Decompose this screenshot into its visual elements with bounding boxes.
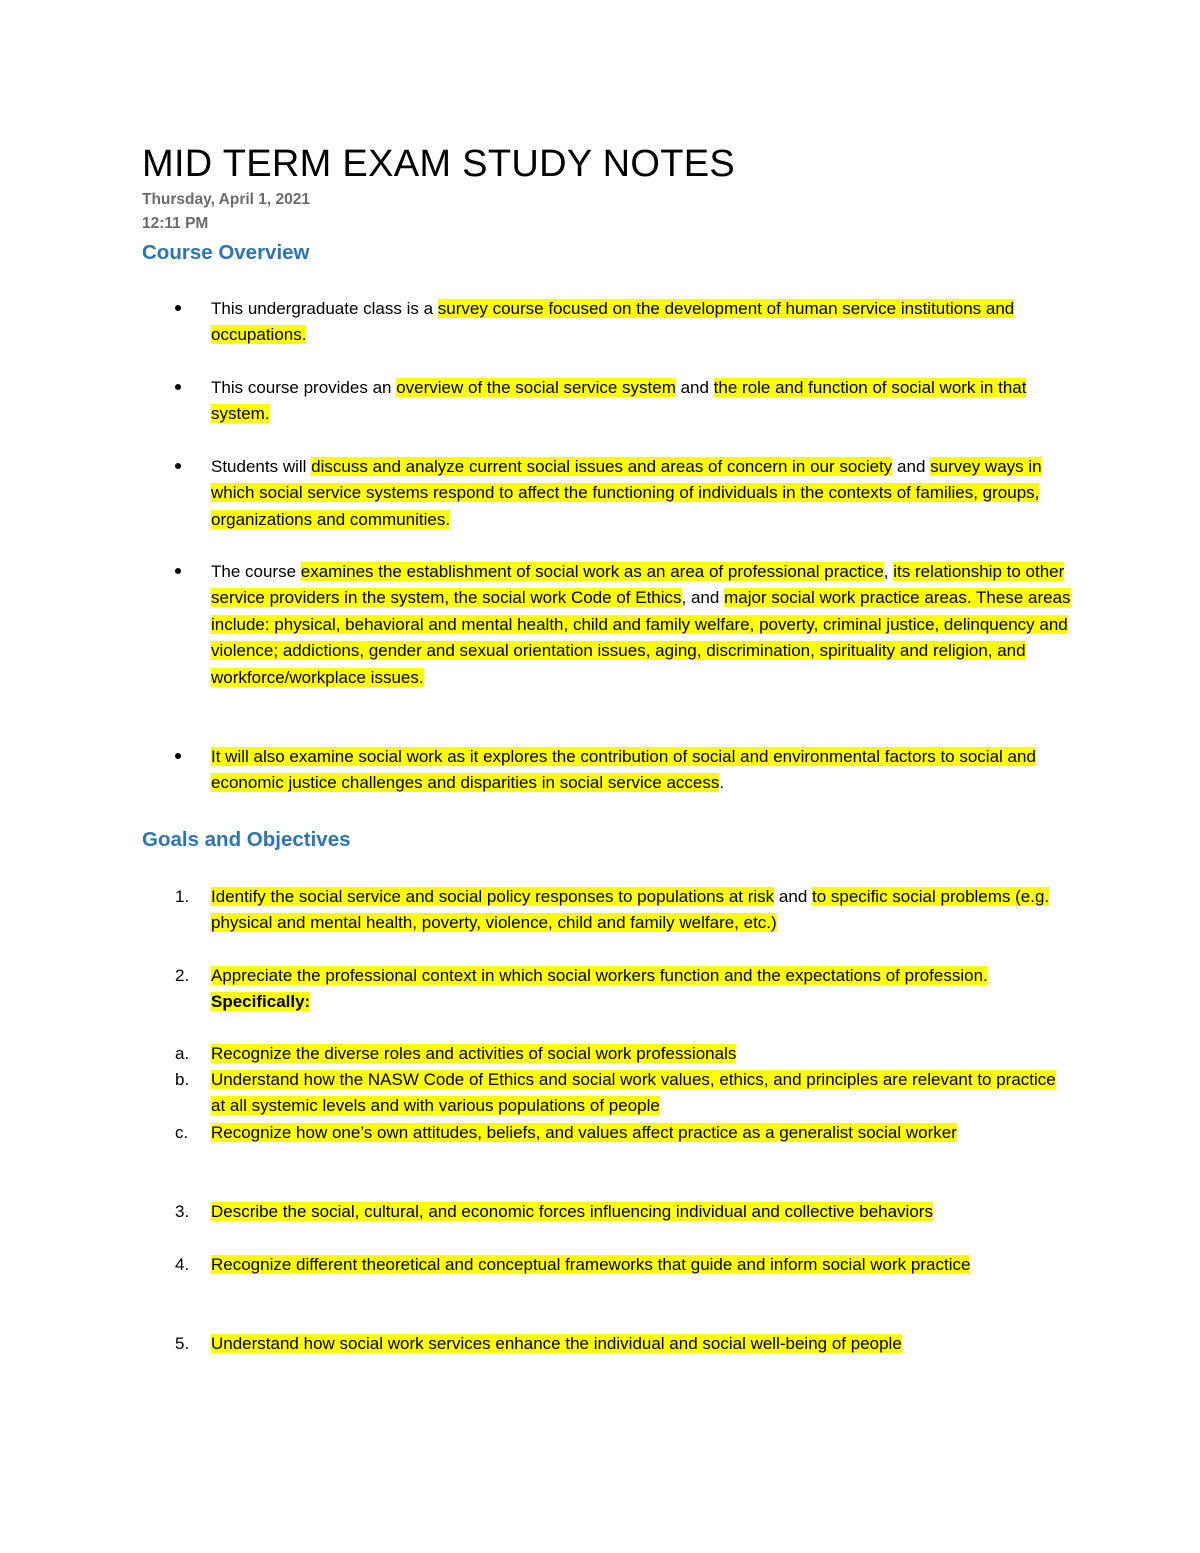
- highlighted-text: examines the establishment of social work as an area of professional practice: [300, 562, 884, 581]
- highlighted-text: its relationship to other service providers in the system, the social work Code of Ethics: [211, 562, 1065, 608]
- overview-bullet-3: [0, 454, 1071, 533]
- goal-item-2: [0, 963, 1071, 1016]
- list-marker: c.: [175, 1123, 189, 1142]
- note-time: 12:11 PM: [142, 215, 209, 232]
- bullet-dot-icon: [175, 568, 181, 574]
- bullet-dot-icon: [175, 753, 181, 759]
- body-text: and: [892, 457, 931, 476]
- highlighted-text: Specifically:: [211, 992, 311, 1012]
- overview-bullet-2: [0, 375, 1071, 428]
- body-text: and: [774, 887, 812, 906]
- body-text: This course provides an: [211, 378, 397, 397]
- overview-bullet-1: [0, 296, 1071, 349]
- highlighted-text: overview of the social service system: [396, 378, 676, 397]
- bullet-dot-icon: [175, 384, 181, 390]
- body-text: This undergraduate class is a: [211, 299, 438, 318]
- highlighted-text: Recognize how one’s own attitudes, beliefs, and values affect practice as a generalist social worker: [211, 1123, 957, 1142]
- overview-bullet-4: [0, 559, 1071, 691]
- goals-objectives-heading: Goals and Objectives: [142, 828, 351, 851]
- highlighted-text: Describe the social, cultural, and economic forces influencing individual and collective behaviors: [211, 1202, 933, 1221]
- list-marker: b.: [175, 1070, 190, 1089]
- highlighted-text: discuss and analyze current social issues and areas of concern in our society: [311, 457, 893, 476]
- body-text: Students will: [211, 457, 312, 476]
- highlighted-text: Identify the social service and social policy responses to populations at risk: [211, 887, 775, 906]
- list-marker: 4.: [175, 1255, 190, 1274]
- page-title: MID TERM EXAM STUDY NOTES: [142, 143, 736, 185]
- highlighted-text: Appreciate the professional context in which social workers function and the expectations of profession.: [211, 966, 988, 985]
- list-marker: 2.: [175, 966, 190, 985]
- highlighted-text: the role and function of social work in that system.: [211, 378, 1027, 424]
- bullet-dot-icon: [175, 463, 181, 469]
- overview-bullet-5: [0, 744, 1071, 797]
- body-text: .: [719, 773, 725, 793]
- goal-item-1: [0, 884, 1071, 937]
- body-text: and: [675, 378, 714, 397]
- body-text: The course: [211, 562, 301, 581]
- list-marker: 1.: [175, 887, 190, 906]
- highlighted-text: major social work practice areas. These areas include: physical, behavioral and mental health, child and family welfare, poverty, criminal justice, delinquency and violence; addictions, gender and sexual orientation issues, aging, discrimination, spirituality and religion, and workforce/workplace issues.: [211, 588, 1071, 687]
- goal-subitem-b: [0, 1067, 1071, 1120]
- body-text: ,: [883, 562, 894, 581]
- highlighted-text: Understand how social work services enhance the individual and social well-being of people: [211, 1334, 902, 1353]
- goal-subitem-a: [0, 1041, 1071, 1067]
- list-marker: 5.: [175, 1334, 190, 1353]
- course-overview-heading: Course Overview: [142, 241, 310, 264]
- goal-item-5: [0, 1331, 1071, 1357]
- goal-subitem-c: [0, 1120, 1071, 1146]
- highlighted-text: survey course focused on the development of human service institutions and occupations.: [211, 299, 1015, 345]
- list-marker: 3.: [175, 1202, 190, 1221]
- goal-item-4: [0, 1252, 1071, 1278]
- highlighted-text: It will also examine social work as it explores the contribution of social and environmental factors to social and economic justice challenges and disparities in social service access: [211, 747, 1036, 793]
- list-marker: a.: [175, 1044, 190, 1063]
- highlighted-text: survey ways in which social service systems respond to affect the functioning of individuals in the contexts of families, groups, organizations and communities.: [211, 457, 1042, 529]
- highlighted-text: to specific social problems (e.g. physical and mental health, poverty, violence, child and family welfare, etc.): [211, 887, 1050, 933]
- note-date: Thursday, April 1, 2021: [142, 191, 310, 208]
- body-text: , and: [681, 588, 725, 608]
- highlighted-text: Understand how the NASW Code of Ethics and social work values, ethics, and principles are relevant to practice at all systemic levels and with various populations of people: [211, 1070, 1056, 1116]
- goal-item-3: [0, 1199, 1071, 1225]
- highlighted-text: Recognize the diverse roles and activities of social work professionals: [211, 1044, 737, 1063]
- highlighted-text: Recognize different theoretical and conceptual frameworks that guide and inform social work practice: [211, 1255, 971, 1274]
- bullet-dot-icon: [175, 305, 181, 311]
